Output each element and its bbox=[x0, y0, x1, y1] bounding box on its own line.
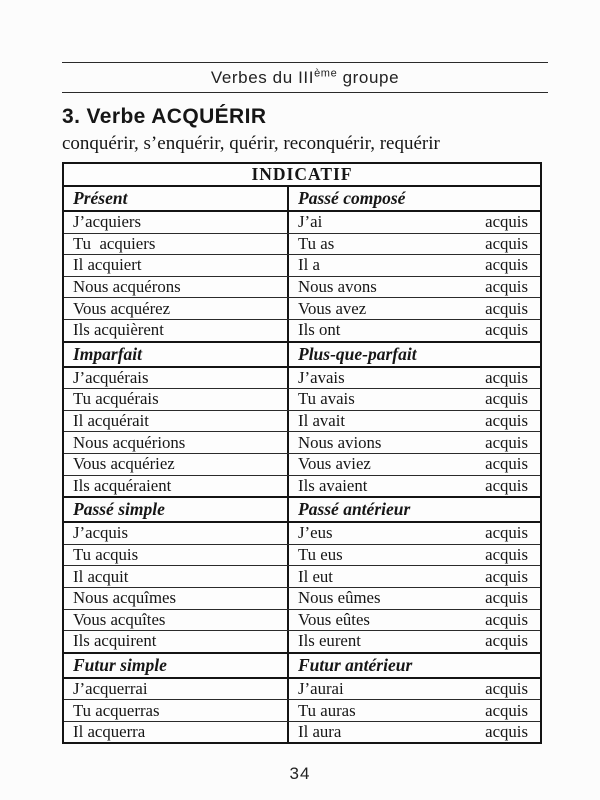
simple-form: Ils acquièrent bbox=[73, 320, 164, 340]
simple-form: Nous acquérons bbox=[73, 277, 181, 297]
auxiliary: Vous aviez bbox=[298, 454, 371, 474]
auxiliary: Tu avais bbox=[298, 389, 355, 409]
compound-form bbox=[287, 722, 540, 743]
table-row bbox=[64, 544, 540, 566]
table-row bbox=[64, 254, 540, 276]
participle: acquis bbox=[485, 475, 528, 495]
compound-form bbox=[287, 679, 540, 700]
simple-form: Tu acquiers bbox=[73, 233, 156, 253]
table-row bbox=[64, 523, 540, 544]
participle: acquis bbox=[485, 588, 528, 608]
table-row bbox=[64, 276, 540, 298]
auxiliary: Vous avez bbox=[298, 298, 367, 318]
participle: acquis bbox=[485, 389, 528, 409]
auxiliary: Ils eurent bbox=[298, 631, 361, 651]
simple-form: Tu acquis bbox=[73, 545, 139, 565]
participle: acquis bbox=[485, 566, 528, 586]
auxiliary: J’ai bbox=[298, 212, 323, 232]
simple-form: Vous acquîtes bbox=[73, 609, 166, 629]
table-row bbox=[64, 475, 540, 497]
table-row bbox=[64, 388, 540, 410]
auxiliary: Il aura bbox=[298, 722, 342, 742]
auxiliary: Ils avaient bbox=[298, 475, 368, 495]
tense-left-label: Imparfait bbox=[73, 343, 143, 364]
auxiliary: Il avait bbox=[298, 411, 346, 431]
auxiliary: Vous eûtes bbox=[298, 609, 370, 629]
running-header bbox=[62, 62, 548, 93]
auxiliary: Ils ont bbox=[298, 320, 341, 340]
compound-form bbox=[287, 277, 540, 298]
compound-form bbox=[287, 476, 540, 497]
running-header-text: Verbes du IIIème groupe bbox=[210, 66, 400, 87]
auxiliary: Nous avons bbox=[298, 277, 377, 297]
simple-form: Ils acquirent bbox=[73, 631, 157, 651]
compound-form bbox=[287, 432, 540, 453]
simple-form: Il acquiert bbox=[73, 255, 142, 275]
simple-form: Nous acquérions bbox=[73, 432, 186, 452]
compound-form bbox=[287, 298, 540, 319]
simple-form: Nous acquîmes bbox=[73, 588, 176, 608]
tense-header-row bbox=[64, 496, 540, 523]
simple-form: Il acquerra bbox=[73, 722, 146, 742]
simple-form: J’acquiers bbox=[73, 212, 142, 232]
compound-form bbox=[287, 255, 540, 276]
tense-right-label: Passé antérieur bbox=[287, 498, 540, 521]
participle: acquis bbox=[485, 432, 528, 452]
page-title: 3. Verbe ACQUÉRIR bbox=[62, 105, 267, 128]
participle: acquis bbox=[485, 212, 528, 232]
participle: acquis bbox=[485, 277, 528, 297]
compound-form bbox=[287, 389, 540, 410]
auxiliary: J’aurai bbox=[298, 678, 344, 698]
compound-form bbox=[287, 588, 540, 609]
participle: acquis bbox=[485, 609, 528, 629]
auxiliary: Il eut bbox=[298, 566, 333, 586]
participle: acquis bbox=[485, 700, 528, 720]
compound-form bbox=[287, 234, 540, 255]
tense-header-row bbox=[64, 341, 540, 368]
participle: acquis bbox=[485, 454, 528, 474]
participle: acquis bbox=[485, 255, 528, 275]
table-row bbox=[64, 721, 540, 743]
related-verbs: conquérir, s’enquérir, quérir, reconquérir, requérir bbox=[62, 133, 440, 154]
table-row bbox=[64, 233, 540, 255]
table-row bbox=[64, 609, 540, 631]
simple-form: Il acquérait bbox=[73, 411, 149, 431]
compound-form bbox=[287, 566, 540, 587]
compound-form bbox=[287, 411, 540, 432]
simple-form: J’acquis bbox=[73, 523, 128, 543]
compound-form bbox=[287, 700, 540, 721]
auxiliary: Tu auras bbox=[298, 700, 356, 720]
table-row bbox=[64, 319, 540, 341]
compound-form bbox=[287, 631, 540, 652]
auxiliary: Tu as bbox=[298, 233, 335, 253]
compound-form bbox=[287, 368, 540, 389]
simple-form: Tu acquérais bbox=[73, 389, 159, 409]
table-row bbox=[64, 587, 540, 609]
auxiliary: Il a bbox=[298, 255, 320, 275]
participle: acquis bbox=[485, 411, 528, 431]
table-row bbox=[64, 699, 540, 721]
conjugation-table bbox=[62, 162, 542, 744]
participle: acquis bbox=[485, 631, 528, 651]
auxiliary: J’avais bbox=[298, 367, 345, 387]
auxiliary: Tu eus bbox=[298, 545, 343, 565]
tense-header-row bbox=[64, 652, 540, 679]
tense-left-label: Futur simple bbox=[73, 654, 167, 675]
table-row bbox=[64, 453, 540, 475]
participle: acquis bbox=[485, 233, 528, 253]
simple-form: J’acquérais bbox=[73, 367, 149, 387]
participle: acquis bbox=[485, 367, 528, 387]
auxiliary: Nous avions bbox=[298, 432, 382, 452]
table-row bbox=[64, 410, 540, 432]
table-row bbox=[64, 679, 540, 700]
simple-form: Tu acquerras bbox=[73, 700, 160, 720]
table-row bbox=[64, 630, 540, 652]
tense-left-label: Passé simple bbox=[73, 499, 165, 520]
tense-left-label: Présent bbox=[73, 188, 128, 208]
mood-header bbox=[64, 164, 540, 185]
compound-form bbox=[287, 212, 540, 233]
simple-form: Ils acquéraient bbox=[73, 475, 172, 495]
participle: acquis bbox=[485, 678, 528, 698]
tense-right-label: Passé composé bbox=[287, 187, 540, 210]
participle: acquis bbox=[485, 298, 528, 318]
simple-form: Vous acquérez bbox=[73, 298, 171, 318]
tense-right-label: Plus-que-parfait bbox=[287, 343, 540, 366]
compound-form bbox=[287, 610, 540, 631]
participle: acquis bbox=[485, 722, 528, 742]
compound-form bbox=[287, 523, 540, 544]
table-row bbox=[64, 368, 540, 389]
participle: acquis bbox=[485, 320, 528, 340]
tense-header-row bbox=[64, 185, 540, 212]
participle: acquis bbox=[485, 523, 528, 543]
auxiliary: Nous eûmes bbox=[298, 588, 381, 608]
table-row bbox=[64, 565, 540, 587]
simple-form: Il acquit bbox=[73, 566, 129, 586]
page-number: 34 bbox=[289, 764, 311, 783]
tense-right-label: Futur antérieur bbox=[287, 654, 540, 677]
compound-form bbox=[287, 320, 540, 341]
auxiliary: J’eus bbox=[298, 523, 333, 543]
simple-form: J’acquerrai bbox=[73, 678, 148, 698]
simple-form: Vous acquériez bbox=[73, 454, 175, 474]
participle: acquis bbox=[485, 545, 528, 565]
table-row bbox=[64, 212, 540, 233]
compound-form bbox=[287, 545, 540, 566]
table-row bbox=[64, 431, 540, 453]
mood-header-label: INDICATIF bbox=[251, 164, 353, 184]
table-row bbox=[64, 297, 540, 319]
compound-form bbox=[287, 454, 540, 475]
